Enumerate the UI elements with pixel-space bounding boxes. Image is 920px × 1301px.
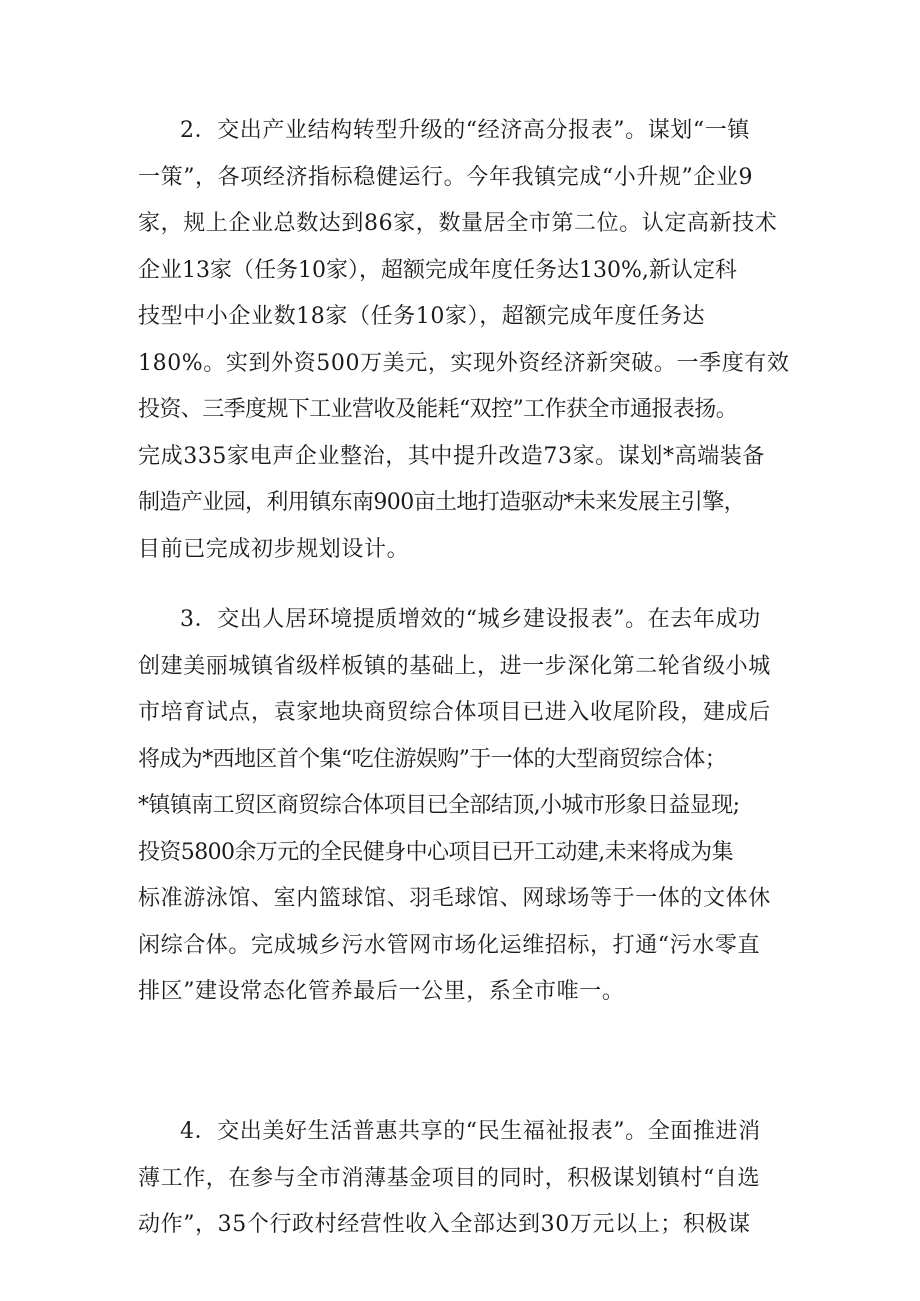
text-line: *镇镇南工贸区商贸综合体项目已全部结顶,小城市形象日益显现; bbox=[138, 793, 740, 818]
text-line: 4．交出美好生活普惠共享的“民生福祉报表”。全面推进消 bbox=[180, 1119, 761, 1144]
text-line: 2．交出产业结构转型升级的“经济高分报表”。谋划“一镇 bbox=[180, 118, 750, 143]
text-line: 排区”建设常态化管养最后一公里，系全市唯一。 bbox=[138, 979, 625, 1004]
text-line: 制造产业园，利用镇东南900亩土地打造驱动*未来发展主引擎， bbox=[138, 490, 745, 515]
text-line: 闲综合体。完成城乡污水管网市场化运维招标，打通“污水零直 bbox=[138, 932, 761, 958]
text-line: 企业13家（任务10家），超额完成年度任务达130%,新认定科 bbox=[138, 257, 737, 283]
text-line: 创建美丽城镇省级样板镇的基础上，进一步深化第二轮省级小城 bbox=[138, 653, 771, 679]
text-line: 目前已完成初步规划设计。 bbox=[138, 536, 410, 562]
text-line: 家，规上企业总数达到86家，数量居全市第二位。认定高新技术 bbox=[138, 211, 778, 236]
text-line: 市培育试点，袁家地块商贸综合体项目已进入收尾阶段，建成后 bbox=[138, 700, 771, 725]
paragraph-economic-report bbox=[138, 108, 798, 573]
text-line: 标准游泳馆、室内篮球馆、羽毛球馆、网球场等于一体的文体休 bbox=[138, 886, 771, 911]
text-line: 将成为*西地区首个集“吃住游娱购”于一体的大型商贸综合体； bbox=[138, 746, 727, 772]
paragraph-livelihood-report bbox=[138, 1109, 798, 1249]
text-line: 180%。实到外资500万美元，实现外资经济新突破。一季度有效 bbox=[138, 350, 790, 376]
text-line: 完成335家电声企业整治，其中提升改造73家。谋划*高端装备 bbox=[138, 443, 765, 469]
text-line: 薄工作，在参与全市消薄基金项目的同时，积极谋划镇村“自选 bbox=[138, 1165, 761, 1191]
text-line: 一策”，各项经济指标稳健运行。今年我镇完成“小升规”企业9 bbox=[138, 164, 754, 190]
text-line: 投资5800余万元的全民健身中心项目已开工动建,未来将成为集 bbox=[138, 839, 733, 865]
text-line: 技型中小企业数18家（任务10家），超额完成年度任务达 bbox=[138, 304, 706, 329]
paragraph-urban-rural-report bbox=[138, 597, 798, 1016]
text-line: 投资、三季度规下工业营收及能耗“双控”工作获全市通报表扬。 bbox=[138, 397, 738, 422]
text-line: 动作”，35个行政村经营性收入全部达到30万元以上；积极谋 bbox=[138, 1212, 751, 1237]
text-line: 3．交出人居环境提质增效的“城乡建设报表”。在去年成功 bbox=[180, 607, 761, 632]
